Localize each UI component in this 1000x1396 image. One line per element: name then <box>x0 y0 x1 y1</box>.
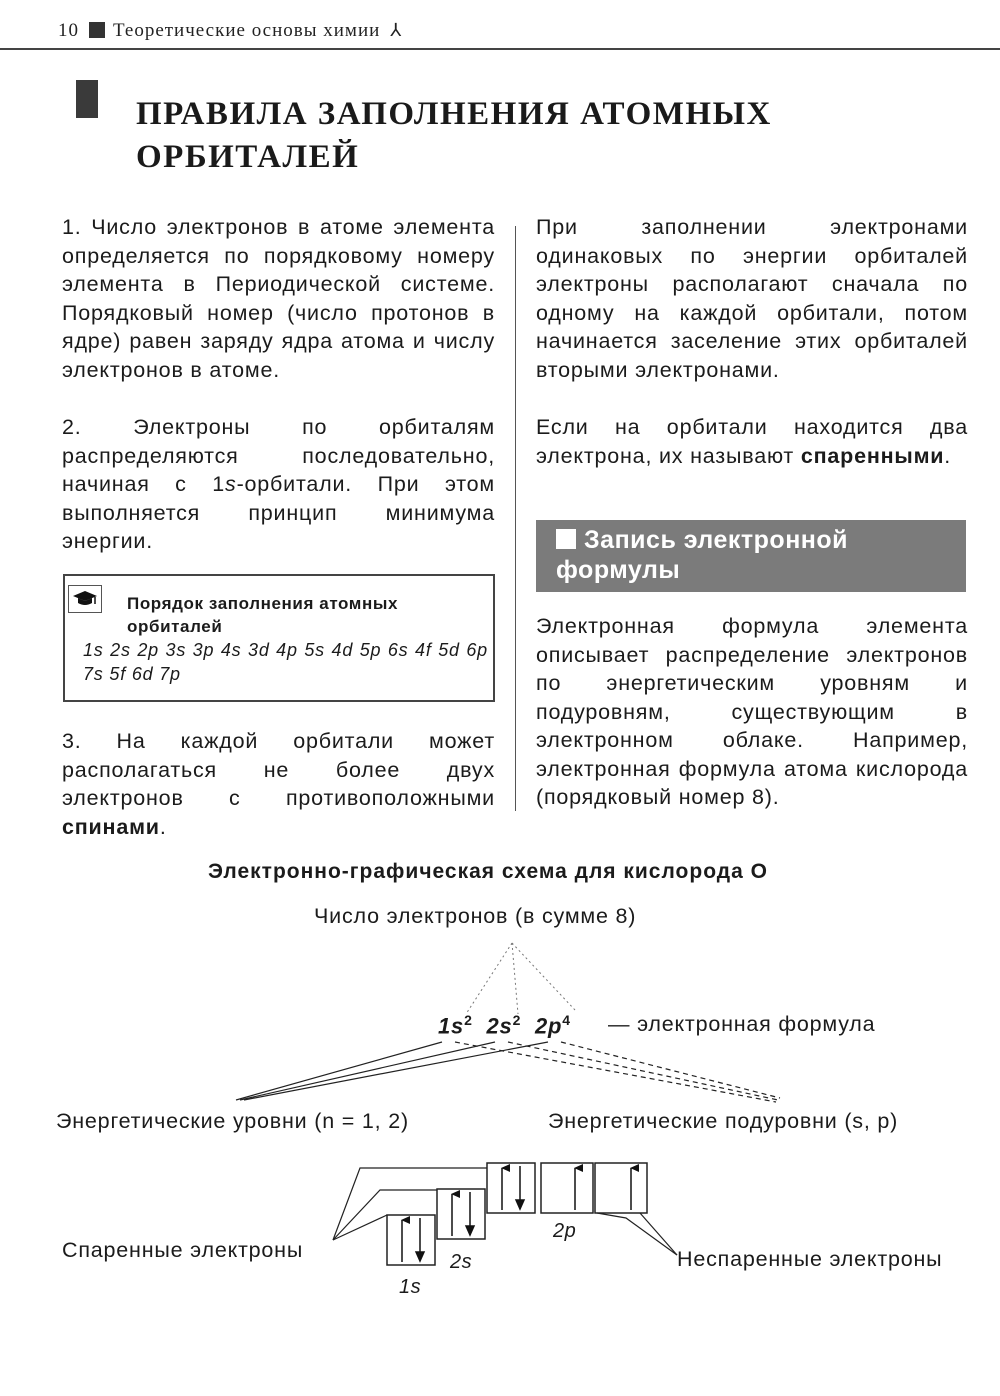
rule-3-end: . <box>159 814 167 839</box>
rule-2-text-end: -орбитали. При этом выполняется принцип минимума энергии. <box>62 472 495 553</box>
formula-2p-exp: 4 <box>562 1012 571 1028</box>
formula-2s-exp: 2 <box>512 1012 522 1028</box>
right-para-3: Электронная формула элемента описывает распределение электронов по энергетическим уровням и подуровням, существующим в электронном облаке. Например, электронная формула атома кислорода (порядковый номер 8). <box>536 614 968 809</box>
cell-2p-1 <box>487 1163 535 1213</box>
unpaired-label: Неспаренные электроны <box>677 1247 943 1271</box>
levels-label: Энергетические уровни (n = 1, 2) <box>56 1109 409 1133</box>
rule-3-text: 3. На каждой орбитали может располагаться не более двух электронов с противоположными <box>62 729 495 810</box>
electron-count-label: Число электронов (в сумме 8) <box>314 904 637 928</box>
rule-2-text: 2. Электроны по орбиталям распределяются последовательно, начиная с 1 <box>62 415 495 496</box>
sublevel-pointer-lines <box>455 1042 780 1102</box>
rule-2-s: s <box>225 472 237 496</box>
right-para-2-text: Если на орбитали находится два электрона, их называют <box>536 415 968 468</box>
rule-1: 1. Число электронов в атоме элемента определяется по порядковому номеру элемента в Периодической системе. Порядковый номер (число протонов в ядре) равен заряду ядра атома и числу электронов в атоме. <box>62 215 495 382</box>
cell-2p-2 <box>541 1163 593 1213</box>
page-number: 10 <box>58 20 79 41</box>
header-mark: ⅄ <box>390 20 403 40</box>
filling-order: 1s 2s 2p 3s 3p 4s 3d 4p 5s 4d 5p 6s 4f 5d 6p 7s 5f 6d 7p <box>83 640 488 684</box>
box-title: Порядок заполнения атомных орбиталей <box>127 594 399 636</box>
rule-3-bold: спинами <box>62 814 160 839</box>
formula-2s: 2s <box>486 1013 513 1039</box>
cell-2p-3 <box>595 1163 647 1213</box>
cell-label-2p: 2p <box>553 1220 577 1242</box>
paired-term: спаренными <box>800 443 945 468</box>
sublevels-label: Энергетические подуровни (s, p) <box>548 1109 899 1133</box>
section-heading-text: Запись электронной формулы <box>556 526 849 584</box>
section-name: Теоретические основы химии <box>113 20 381 41</box>
paired-label: Спаренные электроны <box>62 1238 304 1262</box>
unpaired-pointer-lines <box>597 1213 677 1255</box>
orbital-cells <box>387 1163 647 1265</box>
formula-2p: 2p <box>535 1013 563 1039</box>
right-para-2-end: . <box>944 443 952 468</box>
cell-label-2s: 2s <box>450 1251 473 1273</box>
page-title: ПРАВИЛА ЗАПОЛНЕНИЯ АТОМНЫХ ОРБИТАЛЕЙ <box>136 96 772 175</box>
formula-1s: 1s <box>438 1013 465 1039</box>
formula-label: — электронная формула <box>608 1012 876 1036</box>
formula-1s-exp: 2 <box>464 1012 473 1028</box>
cell-2s <box>437 1189 485 1239</box>
count-pointer-lines <box>466 943 575 1014</box>
cell-1s <box>387 1215 435 1265</box>
right-para-1: При заполнении электронами одинаковых по энергии орбиталей электроны располагают сначала по одному на каждой орбитали, потом начинается заселение этих орбиталей вторыми электронами. <box>536 215 968 382</box>
cell-label-1s: 1s <box>399 1276 422 1298</box>
scheme-title: Электронно-графическая схема для кислорода О <box>208 860 768 883</box>
